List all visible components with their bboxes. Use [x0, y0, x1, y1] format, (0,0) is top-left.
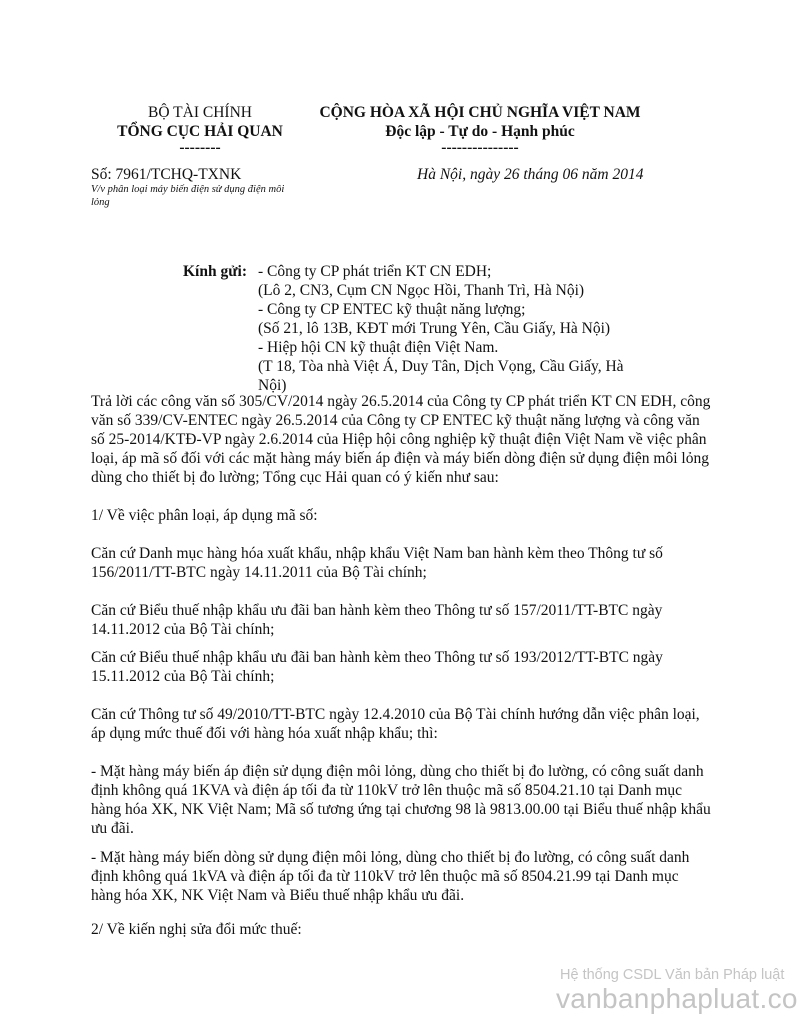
recipient-line: (T 18, Tòa nhà Việt Á, Duy Tân, Dịch Vọng, Cầu Giấy, Hà Nội)	[258, 358, 624, 394]
body-paragraph: Trả lời các công văn số 305/CV/2014 ngày 26.5.2014 của Công ty CP phát triển KT CN EDH, công văn số 339/CV-ENTEC ngày 26.5.2014 của Công ty CP ENTEC kỹ thuật năng lượng và công văn số 25-2014/KTĐ-VP ngày 2.6.2014 của Hiệp hội công nghiệp kỹ thuật điện Việt Nam về việc phân loại, áp mã số đối với các mặt hàng máy biến áp điện và máy biến dòng điện sử dụng điện môi lỏng dùng cho thiết bị đo lường; Tổng cục Hải quan có ý kiến như sau:	[91, 393, 711, 486]
body-paragraph: Căn cứ Danh mục hàng hóa xuất khẩu, nhập khẩu Việt Nam ban hành kèm theo Thông tư số 156/2011/TT-BTC ngày 14.11.2011 của Bộ Tài chính;	[91, 545, 663, 581]
body-paragraph: - Mặt hàng máy biến dòng sử dụng điện môi lỏng, dùng cho thiết bị đo lường, có công suất danh định không quá 1kVA và điện áp tối đa từ 110kV trở lên thuộc mã số 8504.21.99 tại Danh mục hàng hóa XK, NK Việt Nam và Biểu thuế nhập khẩu ưu đãi.	[91, 849, 690, 904]
body-paragraph: Căn cứ Biểu thuế nhập khẩu ưu đãi ban hành kèm theo Thông tư số 193/2012/TT-BTC ngày 15.11.2012 của Bộ Tài chính;	[91, 649, 663, 685]
recipient-line: - Công ty CP phát triển KT CN EDH;	[258, 263, 492, 280]
watermark-caption: Hệ thống CSDL Văn bản Pháp luật	[560, 967, 785, 983]
header-left-divider: --------	[179, 139, 221, 156]
document-subject: V/v phân loại máy biến điện sử dụng điện môi lỏng	[91, 184, 285, 208]
recipient-line: (Số 21, lô 13B, KĐT mới Trung Yên, Cầu Giấy, Hà Nội)	[258, 320, 611, 337]
body-paragraph: Căn cứ Biểu thuế nhập khẩu ưu đãi ban hành kèm theo Thông tư số 157/2011/TT-BTC ngày 14.11.2012 của Bộ Tài chính;	[91, 602, 663, 638]
document-date: Hà Nội, ngày 26 tháng 06 năm 2014	[417, 166, 644, 183]
agency-header	[100, 103, 300, 155]
nation-header	[300, 103, 660, 155]
body-paragraph: - Mặt hàng máy biến áp điện sử dụng điện môi lỏng, dùng cho thiết bị đo lường, có công suất danh định không quá 1KVA và điện áp tối đa từ 110kV trở lên thuộc mã số 8504.21.10 tại Danh mục hàng hóa XK, NK Việt Nam; Mã số tương ứng tại chương 98 là 9813.00.00 tại Biểu thuế nhập khẩu ưu đãi.	[91, 763, 711, 837]
header-right-divider: ---------------	[441, 139, 519, 156]
department-name: TỔNG CỤC HẢI QUAN	[117, 123, 283, 140]
nation-motto: Độc lập - Tự do - Hạnh phúc	[385, 123, 575, 140]
recipient-line: - Công ty CP ENTEC kỹ thuật năng lượng;	[258, 301, 526, 318]
watermark-site: vanbanphapluat.co	[556, 983, 798, 1014]
recipient-line: (Lô 2, CN3, Cụm CN Ngọc Hồi, Thanh Trì, Hà Nội)	[258, 282, 585, 299]
ministry-name: BỘ TÀI CHÍNH	[148, 104, 252, 121]
section-heading: 2/ Về kiến nghị sửa đổi mức thuế:	[91, 921, 302, 938]
body-paragraph: Căn cứ Thông tư số 49/2010/TT-BTC ngày 12.4.2010 của Bộ Tài chính hướng dẫn việc phân loại, áp dụng mức thuế đối với hàng hóa xuất nhập khẩu; thì:	[91, 706, 700, 742]
recipients-list	[258, 262, 650, 395]
section-heading: 1/ Về việc phân loại, áp dụng mã số:	[91, 507, 318, 524]
recipients-label: Kính gửi:	[183, 263, 247, 280]
document-number: Số: 7961/TCHQ-TXNK	[91, 166, 242, 183]
recipient-line: - Hiệp hội CN kỹ thuật điện Việt Nam.	[258, 339, 499, 356]
nation-title: CỘNG HÒA XÃ HỘI CHỦ NGHĨA VIỆT NAM	[319, 104, 641, 121]
